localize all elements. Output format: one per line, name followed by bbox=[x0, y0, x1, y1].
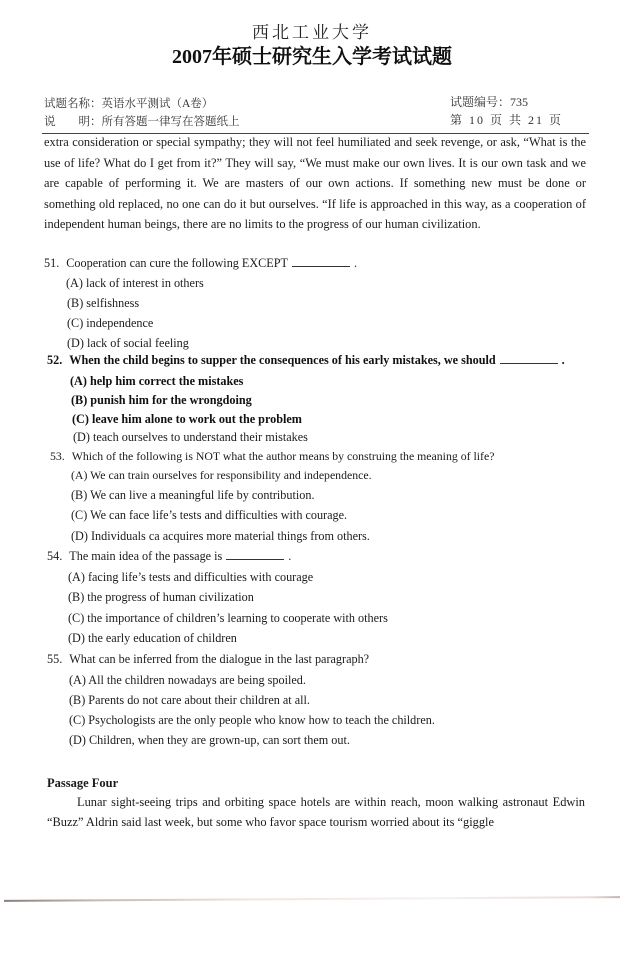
option-51-d: (D) lack of social feeling bbox=[67, 336, 189, 350]
question-51: 51. Cooperation can cure the following EXCEPT . bbox=[44, 256, 358, 270]
exam-title: 2007年硕士研究生入学考试试题 bbox=[172, 46, 452, 68]
exam-code: 试题编号：735 bbox=[450, 95, 529, 109]
option-55-c: (C) Psychologists are the only people who know how to teach the children. bbox=[69, 713, 435, 727]
question-number: 55. bbox=[47, 652, 63, 666]
answer-blank bbox=[500, 362, 558, 364]
option-53-a: (A) We can train ourselves for responsibility and independence. bbox=[71, 468, 372, 482]
scan-artifact-line bbox=[4, 896, 620, 902]
question-stem: What can be inferred from the dialogue in the last paragraph? bbox=[69, 652, 370, 666]
option-53-c: (C) We can face life’s tests and difficulties with courage. bbox=[71, 508, 348, 522]
question-52: 52. When the child begins to supper the consequences of his early mistakes, we should . bbox=[47, 353, 565, 367]
exam-meta-left bbox=[44, 95, 240, 131]
answer-blank bbox=[292, 265, 350, 267]
option-55-a: (A) All the children nowadays are being spoiled. bbox=[69, 673, 306, 687]
option-52-a: (A) help him correct the mistakes bbox=[70, 374, 244, 388]
question-stem: Cooperation can cure the following EXCEPT bbox=[66, 256, 288, 270]
option-52-b: (B) punish him for the wrongdoing bbox=[71, 393, 252, 407]
question-53 bbox=[50, 449, 494, 464]
option-51-a: (A) lack of interest in others bbox=[66, 276, 204, 290]
passage-four-text: Lunar sight-seeing trips and orbiting space hotels are within reach, moon walking astronaut Edwin “Buzz” Aldrin said last week, but some who favor space tourism worried about its “giggle bbox=[47, 795, 585, 829]
option-54-b: (B) the progress of human civilization bbox=[68, 590, 254, 604]
question-number: 53. bbox=[50, 449, 65, 463]
instruction-label: 说 明：所有答题一律写在答题纸上 bbox=[44, 116, 240, 128]
question-stem: When the child begins to supper the consequences of his early mistakes, we should bbox=[69, 353, 496, 367]
option-52-d: (D) teach ourselves to understand their mistakes bbox=[73, 430, 308, 444]
option-53-d: (D) Individuals ca acquires more material things from others. bbox=[71, 529, 370, 543]
option-54-a: (A) facing life’s tests and difficulties with courage bbox=[68, 570, 314, 584]
subject-label: 试题名称：英语水平测试（A卷） bbox=[44, 98, 214, 110]
option-51-b: (B) selfishness bbox=[67, 296, 140, 310]
question-55 bbox=[47, 652, 369, 667]
page-info: 第 10 页 共 21 页 bbox=[450, 113, 564, 127]
option-51-c: (C) independence bbox=[67, 316, 154, 330]
option-54-c: (C) the importance of children’s learning to cooperate with others bbox=[68, 611, 388, 625]
option-53-b: (B) We can live a meaningful life by contribution. bbox=[71, 488, 315, 502]
passage-tail-paragraph: extra consideration or special sympathy; they will not feel humiliated and seek revenge, or ask, “What is the use of life? What do I get from it?” They will say, “We must make our own lives. It is our own task and we are capable of performing it. We are masters of our own actions. If something new must be done or something old replaced, no one can do it but ourselves. “If life is approached in this way, as a cooperation of independent human beings, there are no limits to the progress of our human civilization. bbox=[44, 135, 586, 232]
university-name: 西北工业大学 bbox=[252, 23, 372, 42]
question-number: 52. bbox=[47, 353, 63, 367]
question-number: 54. bbox=[47, 549, 63, 563]
answer-blank bbox=[226, 558, 284, 560]
question-stem: The main idea of the passage is bbox=[69, 549, 223, 563]
question-number: 51. bbox=[44, 256, 60, 270]
option-55-d: (D) Children, when they are grown-up, can sort them out. bbox=[69, 733, 350, 747]
passage-four-heading: Passage Four bbox=[47, 776, 119, 790]
question-stem: Which of the following is NOT what the author means by construing the meaning of life? bbox=[71, 449, 495, 463]
option-55-b: (B) Parents do not care about their children at all. bbox=[69, 693, 310, 707]
option-52-c: (C) leave him alone to work out the problem bbox=[72, 412, 302, 426]
exam-meta-right bbox=[450, 93, 563, 129]
question-54: 54. The main idea of the passage is . bbox=[47, 549, 292, 563]
option-54-d: (D) the early education of children bbox=[68, 631, 237, 645]
